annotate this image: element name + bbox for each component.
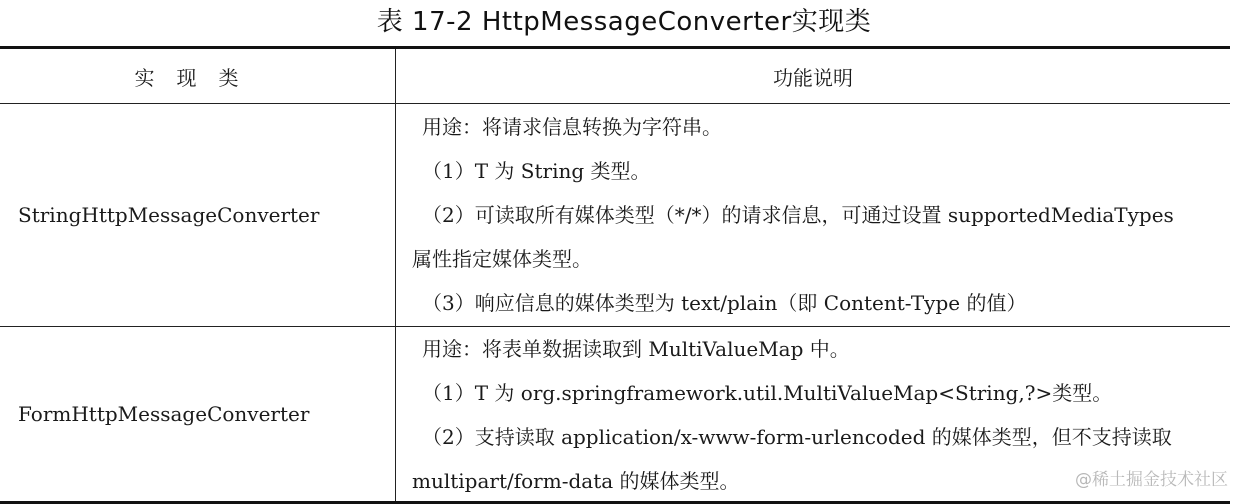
converter-table [0,46,1230,504]
description-line: （3）响应信息的媒体类型为 text/plain（即 Content-Type 的值） [422,291,1027,315]
table-header-row [0,49,1230,103]
header-description: 功能说明 [773,65,853,90]
description-line: （2）支持读取 application/x-www-form-urlencoded 的媒体类型，但不支持读取 [422,425,1172,449]
description-line: 属性指定媒体类型。 [412,247,592,271]
class-name-cell: StringHttpMessageConverter [0,104,396,326]
table-row [0,327,1230,501]
description-line: 用途：将请求信息转换为字符串。 [422,115,722,139]
watermark-text: @稀土掘金技术社区 [1075,470,1228,490]
table-row [0,104,1230,326]
description-line: （2）可读取所有媒体类型（*/*）的请求信息，可通过设置 supportedMediaTypes [422,203,1174,227]
description-cell [396,104,1230,326]
description-line: 用途：将表单数据读取到 MultiValueMap 中。 [422,337,850,361]
class-name-cell: FormHttpMessageConverter [0,327,396,501]
header-impl-class: 实现类 [0,49,396,103]
table-caption: 表 17-2 HttpMessageConverter实现类 [376,7,872,37]
description-line: （1）T 为 String 类型。 [422,159,651,183]
description-line: （1）T 为 org.springframework.util.MultiValueMap<String,?>类型。 [422,381,1113,405]
description-line: multipart/form-data 的媒体类型。 [412,469,740,493]
